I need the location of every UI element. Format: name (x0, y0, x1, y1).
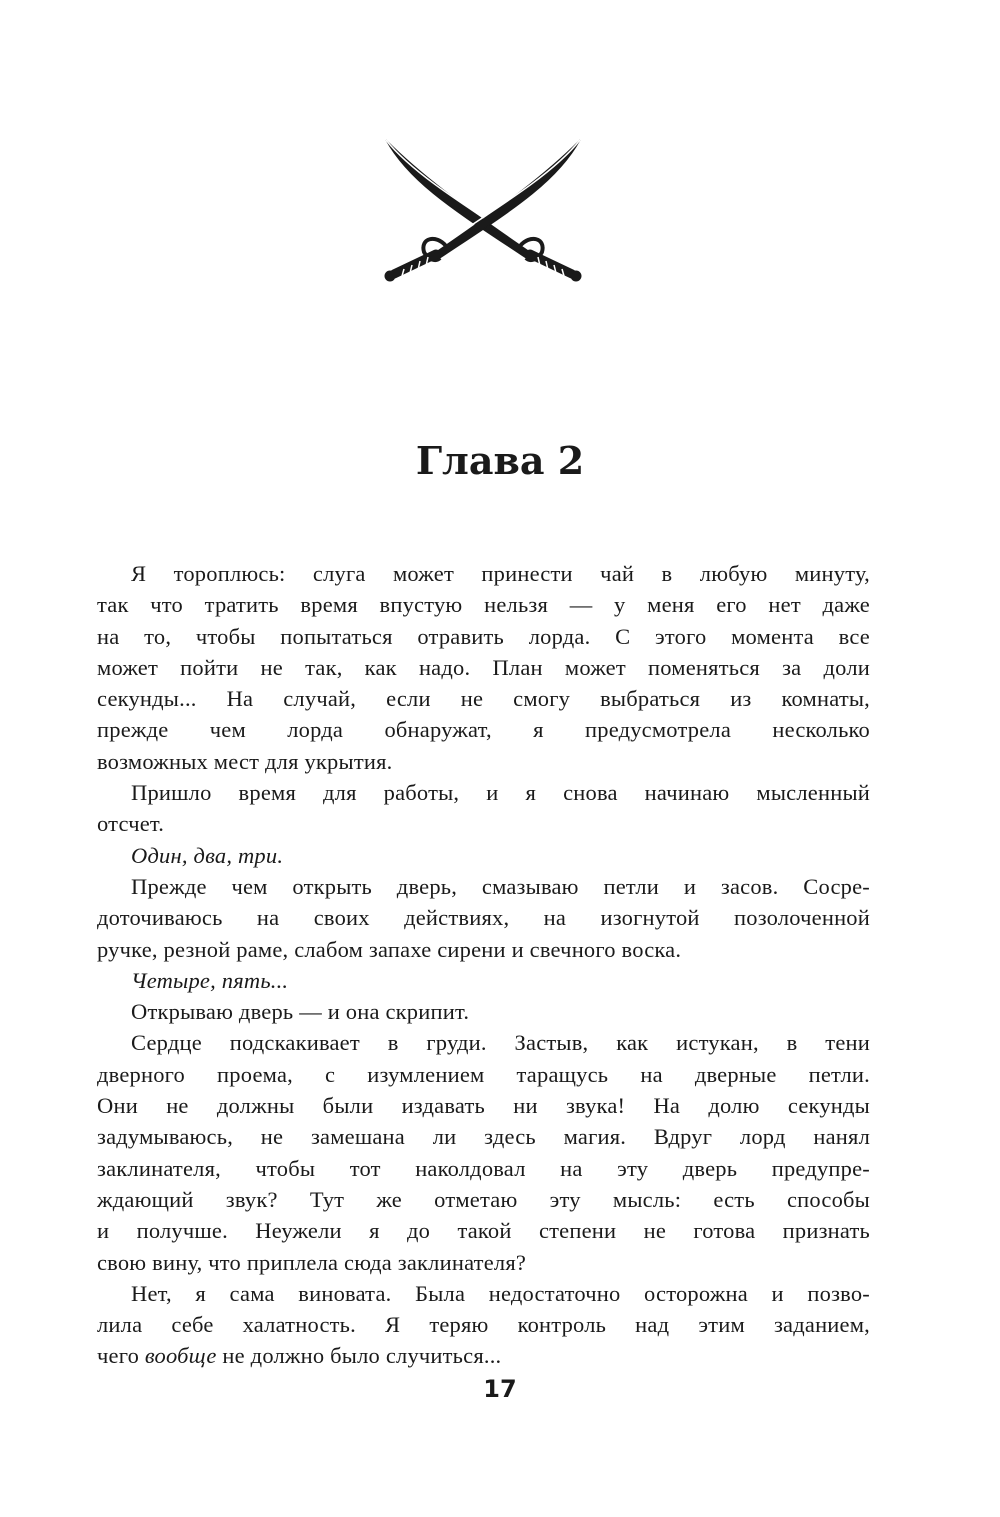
text-line: Четыре, пять... (131, 967, 289, 993)
text-line: возможных мест для укрытия. (97, 748, 393, 774)
text-line: отсчет. (97, 811, 165, 837)
text-line: дверного проема, с изумлением таращусь на дверные петли. (97, 1061, 870, 1087)
text-line: секунды... На случай, если не смогу выбраться из комнаты, (97, 686, 870, 712)
text-line: задумываюсь, не замешана ли здесь магия. Вдруг лорд нанял (97, 1124, 870, 1150)
paragraph (97, 996, 870, 1027)
text-line: Они не должны были издавать ни звука! На долю секунды (97, 1093, 870, 1119)
text-line: заклинателя, чтобы тот наколдовал на эту дверь предупре- (97, 1155, 870, 1181)
chapter-title: Глава 2 (415, 438, 585, 484)
paragraph (97, 558, 870, 777)
text-line: и получше. Неужели я до такой степени не готова признать (97, 1218, 870, 1244)
page-number: 17 (483, 1375, 517, 1403)
chapter-text (97, 558, 870, 1372)
text-line: ждающий звук? Тут же отметаю эту мысль: есть способы (97, 1186, 870, 1212)
paragraph (97, 965, 870, 996)
text-line: Один, два, три. (131, 842, 284, 868)
text-line: прежде чем лорда обнаружат, я предусмотрела несколько (97, 717, 870, 743)
text-line: может пойти не так, как надо. План может поменяться за доли (97, 654, 870, 680)
text-line: на то, чтобы попытаться отравить лорда. С этого момента все (97, 623, 870, 649)
text-line: свою вину, что приплела сюда заклинателя? (97, 1249, 527, 1275)
text-line: доточиваюсь на своих действиях, на изогнутой позолоченной (97, 905, 870, 931)
paragraph (97, 777, 870, 840)
text-line (97, 1340, 870, 1371)
text-line: Я тороплюсь: слуга может принести чай в любую минуту, (131, 561, 870, 586)
text-line: Прежде чем открыть дверь, смазываю петли и засов. Сосре- (131, 873, 870, 899)
text-line: Пришло время для работы, и я снова начинаю мысленный (131, 780, 870, 806)
text-line: Нет, я сама виновата. Была недостаточно осторожна и позво- (131, 1280, 870, 1306)
text-line: лила себе халатность. Я теряю контроль над этим заданием, (97, 1312, 870, 1338)
text-line: Открываю дверь — и она скрипит. (131, 999, 470, 1025)
emphasis-word: вообще (144, 1343, 217, 1369)
paragraph (97, 1027, 870, 1277)
paragraph (97, 871, 870, 965)
text-line: ручке, резной раме, слабом запахе сирени и свечного воска. (97, 936, 682, 962)
text-line: Сердце подскакивает в груди. Застыв, как истукан, в тени (131, 1030, 870, 1056)
text-fragment: не должно было случиться... (216, 1343, 502, 1369)
text-fragment: чего (97, 1343, 145, 1369)
paragraph (97, 840, 870, 871)
text-line: так что тратить время впустую нельзя — у меня его нет даже (97, 592, 870, 618)
paragraph (97, 1278, 870, 1372)
crossed-sabers-icon (380, 134, 586, 284)
